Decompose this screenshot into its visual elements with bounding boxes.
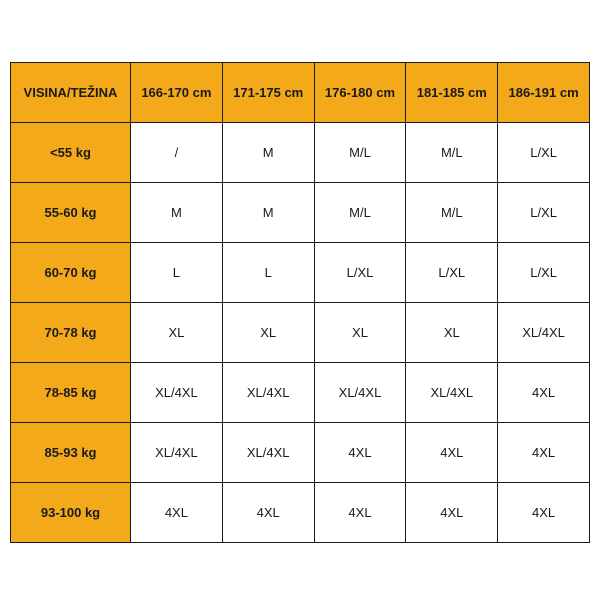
cell-r1c5: L/XL [498,123,590,183]
cell-r3c1: L [131,243,223,303]
cell-r6c5: 4XL [498,423,590,483]
cell-r2c5: L/XL [498,183,590,243]
cell-r6c3: 4XL [314,423,406,483]
column-header-5: 186-191 cm [498,63,590,123]
table-row [11,243,590,303]
size-table [10,62,590,543]
table-corner-label: VISINA/TEŽINA [11,63,131,123]
row-header-4: 70-78 kg [11,303,131,363]
row-header-1: <55 kg [11,123,131,183]
table-row [11,183,590,243]
row-header-5: 78-85 kg [11,363,131,423]
table-header-row [11,63,590,123]
cell-r6c2: XL/4XL [222,423,314,483]
cell-r7c2: 4XL [222,483,314,543]
column-header-2: 171-175 cm [222,63,314,123]
size-table-container [10,62,590,543]
cell-r4c5: XL/4XL [498,303,590,363]
cell-r4c3: XL [314,303,406,363]
column-header-1: 166-170 cm [131,63,223,123]
cell-r1c2: M [222,123,314,183]
cell-r2c1: M [131,183,223,243]
cell-r1c1: / [131,123,223,183]
cell-r1c4: M/L [406,123,498,183]
row-header-6: 85-93 kg [11,423,131,483]
column-header-4: 181-185 cm [406,63,498,123]
cell-r3c3: L/XL [314,243,406,303]
cell-r7c5: 4XL [498,483,590,543]
cell-r4c1: XL [131,303,223,363]
cell-r7c3: 4XL [314,483,406,543]
cell-r4c2: XL [222,303,314,363]
cell-r6c1: XL/4XL [131,423,223,483]
row-header-2: 55-60 kg [11,183,131,243]
cell-r5c4: XL/4XL [406,363,498,423]
cell-r7c1: 4XL [131,483,223,543]
cell-r7c4: 4XL [406,483,498,543]
table-row [11,363,590,423]
cell-r5c3: XL/4XL [314,363,406,423]
table-row [11,303,590,363]
cell-r2c3: M/L [314,183,406,243]
table-row [11,483,590,543]
table-row [11,123,590,183]
cell-r1c3: M/L [314,123,406,183]
row-header-3: 60-70 kg [11,243,131,303]
cell-r2c2: M [222,183,314,243]
cell-r3c5: L/XL [498,243,590,303]
cell-r4c4: XL [406,303,498,363]
cell-r5c5: 4XL [498,363,590,423]
table-row [11,423,590,483]
cell-r2c4: M/L [406,183,498,243]
column-header-3: 176-180 cm [314,63,406,123]
cell-r6c4: 4XL [406,423,498,483]
cell-r3c4: L/XL [406,243,498,303]
row-header-7: 93-100 kg [11,483,131,543]
cell-r5c1: XL/4XL [131,363,223,423]
cell-r5c2: XL/4XL [222,363,314,423]
cell-r3c2: L [222,243,314,303]
